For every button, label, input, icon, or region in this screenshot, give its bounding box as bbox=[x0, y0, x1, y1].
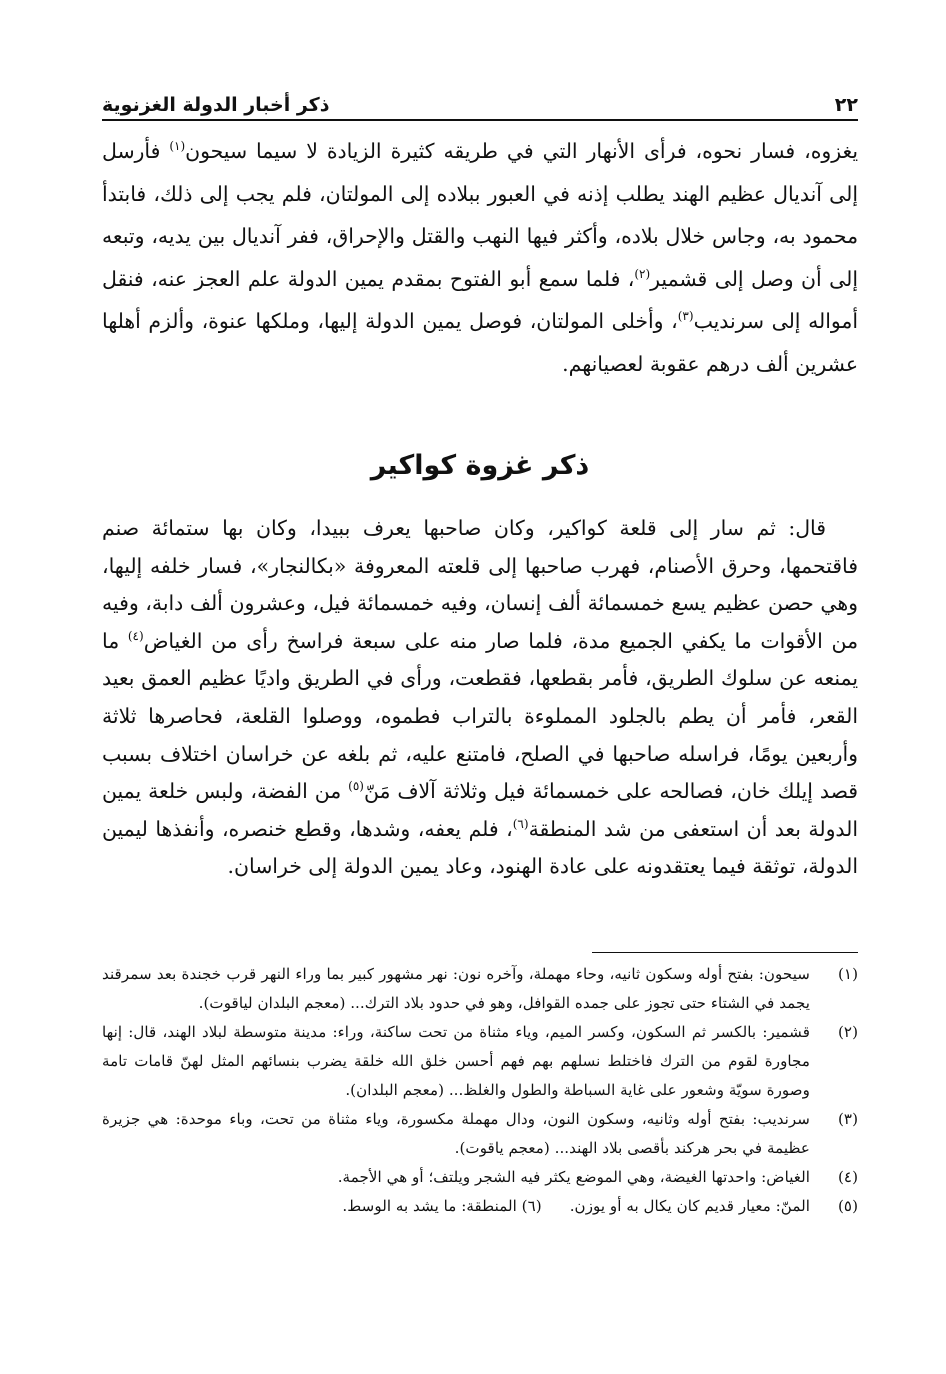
footnote-ref-1[interactable]: (١) bbox=[169, 139, 186, 154]
section-paragraph bbox=[102, 510, 858, 886]
footnote-3 bbox=[102, 1105, 858, 1163]
footnote-ref-5[interactable]: (٥) bbox=[348, 779, 364, 794]
footnote-ref-6[interactable]: (٦) bbox=[512, 816, 529, 831]
footnote-text: سرنديب: بفتح أوله وثانيه، وسكون النون، ودال مهملة مكسورة، وياء مثناة من تحت، وباء موحدة: هي جزيرة عظيمة في بحر هركند بأقصى بلاد الهند... (معجم ياقوت). bbox=[102, 1110, 810, 1157]
footnote-text: المنّ: معيار قديم كان يكال به أو يوزن. bbox=[569, 1197, 810, 1215]
footnote-ref-2[interactable]: (٢) bbox=[634, 266, 651, 281]
header-rule bbox=[102, 119, 858, 121]
footnote-text: الغياض: واحدتها الغيضة، وهي الموضع يكثر فيه الشجر ويلتف؛ أو هي الأجمة. bbox=[337, 1168, 810, 1186]
running-title: ذكر أخبار الدولة الغزنوية bbox=[102, 94, 330, 116]
intro-text-4: ، وأخلى المولتان، فوصل يمين الدولة إليها، وملكها عنوة، وألزم أهلها عشرين ألف درهم عقوبة لعصيانهم. bbox=[102, 309, 858, 376]
running-header bbox=[102, 82, 858, 116]
section-heading: ذكر غزوة كواكير bbox=[370, 450, 590, 481]
footnote-ref-3[interactable]: (٣) bbox=[677, 309, 694, 324]
section-text-4: ، فلم يعفه، وشدها، وقطع خنصره، وأنفذها ليمين الدولة، توثقة فيما يعتقدونه على عادة الهنود، وعاد يمين الدولة إلى خراسان. bbox=[102, 816, 858, 879]
intro-text-2: فأرسل إلى آنديال عظيم الهند يطلب إذنه في العبور ببلاده إلى المولتان، فلم يجب إلى ذلك، فابتدأ محمود به، وجاس خلال بلاده، وأكثر فيها النهب والقتل والإحراق، ففر آنديال بين يديه، وتبعه إلى أن وصل إلى قشمير bbox=[102, 139, 858, 291]
footnote-number-6: (٦) bbox=[521, 1197, 542, 1215]
intro-text-3: ، فلما سمع أبو الفتوح بمقدم يمين الدولة علم العجز عنه، فنقل أمواله إلى سرنديب bbox=[102, 266, 858, 334]
footnote-text-6: المنطقة: ما يشد به الوسط. bbox=[342, 1197, 517, 1215]
footnote-ref-4[interactable]: (٤) bbox=[127, 628, 144, 643]
intro-paragraph bbox=[102, 130, 858, 386]
footnote-number: (٥) bbox=[837, 1197, 858, 1215]
footnote-text: قشمير: بالكسر ثم السكون، وكسر الميم، وياء مثناة من تحت ساكنة، وراء: مدينة متوسطة لبلاد الهند، قال: إنها مجاورة لقوم من الترك فاختلط نسلهم بهم فهم أحسن خلق الله خلقة يضرب بنسائهم المثل لهنّ قامات تامة وصورة سويّة وشعور على غاية السباطة والطول والغلظ... (معجم البلدان). bbox=[102, 1023, 810, 1099]
page-number: ٢٢ bbox=[834, 94, 858, 116]
footnote-number: (٣) bbox=[837, 1110, 858, 1128]
footnote-number: (٤) bbox=[837, 1168, 858, 1186]
footnote-number: (٢) bbox=[837, 1023, 858, 1041]
section-text-1: قال: ثم سار إلى قلعة كواكير، وكان صاحبها يعرف ببيدا، وكان بها ستمائة صنم فاقتحمها، وحرق الأصنام، فهرب صاحبها إلى قلعته المعروفة «بكالنجار»، فسار خلفه إليها، وهي حصن عظيم يسع خمسمائة ألف إنسان، وفيه خمسمائة فيل، وعشرون ألف دابة، وفيه من الأقوات ما يكفي الجميع مدة، فلما صار منه على سبعة فراسخ رأى من الغياض bbox=[102, 516, 858, 653]
footnote-2 bbox=[102, 1018, 858, 1105]
intro-text-1: يغزوه، فسار نحوه، فرأى الأنهار التي في طريقه كثيرة الزيادة لا سيما سيحون bbox=[185, 139, 858, 163]
section-text-3: من الفضة، ولبس خلعة يمين الدولة بعد أن استعفى من شد المنطقة bbox=[102, 779, 858, 841]
footnote-text: سيحون: بفتح أوله وسكون ثانيه، وحاء مهملة، وآخره نون: نهر مشهور كبير بما وراء النهر قرب خجندة بعد سمرقند يجمد في الشتاء حتى تجوز على جمده القوافل، وهو في حدود بلاد الترك... (معجم البلدان لياقوت). bbox=[102, 965, 810, 1012]
footnotes bbox=[102, 960, 858, 1221]
footnote-text-combined bbox=[102, 1192, 810, 1221]
footnote-5 bbox=[102, 1192, 858, 1221]
section-text-2: ما يمنعه عن سلوك الطريق، فأمر بقطعها، فقطعت، ورأى في الطريق واديًا عظيم العمق بعيد القعر، فأمر أن يطم بالجلود المملوءة بالتراب فطموه، ووصلوا القلعة، فحاصرها ثلاثة وأربعين يومًا، فراسله صاحبها في الصلح، فامتنع عليه، ثم بلغه عن خراسان اختلاف بسبب قصد إيلك خان، فصالحه على خمسمائة فيل وثلاثة آلاف مَنّ bbox=[102, 628, 859, 804]
footnote-separator bbox=[592, 952, 858, 953]
footnote-1 bbox=[102, 960, 858, 1018]
footnote-4 bbox=[102, 1163, 858, 1192]
footnote-number: (١) bbox=[837, 965, 858, 983]
